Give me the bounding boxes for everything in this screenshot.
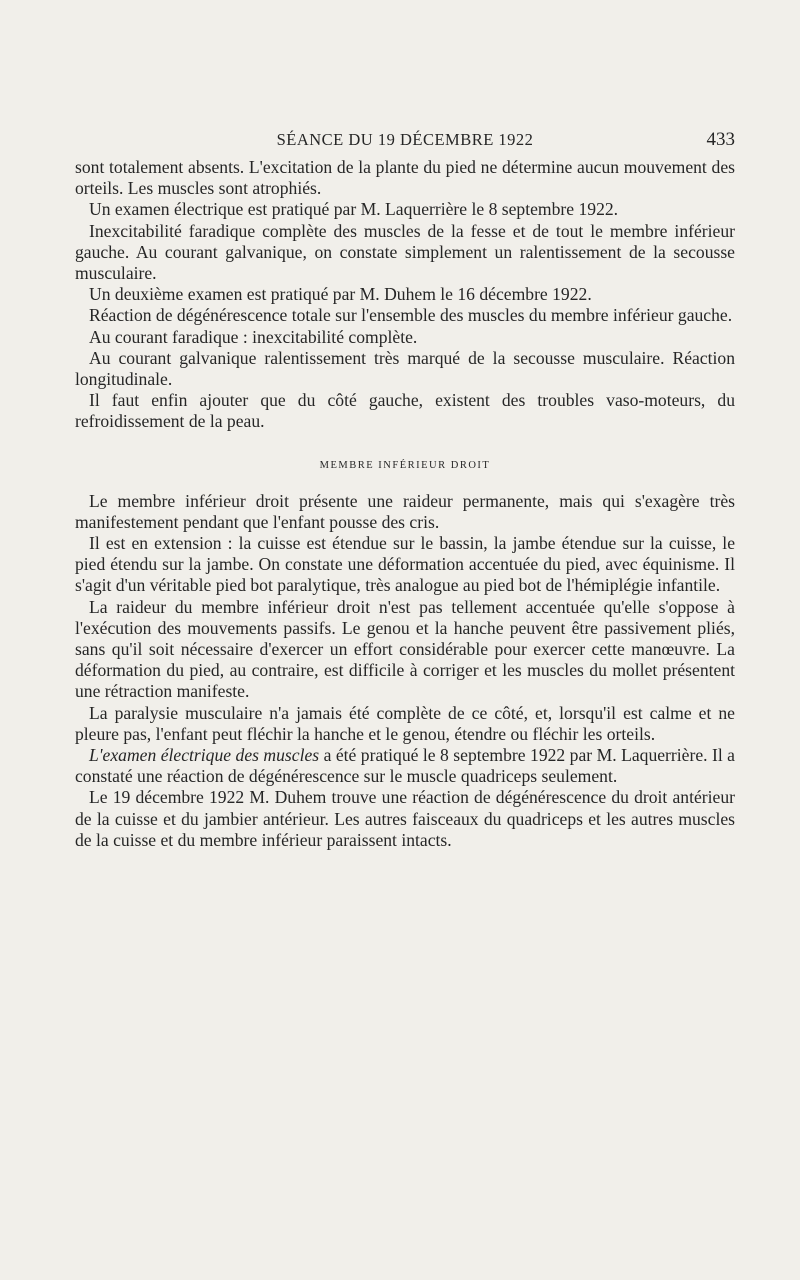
paragraph: La raideur du membre inférieur droit n'est pas tellement accentuée qu'elle s'oppose à l'exécution des mouvements passifs. Le genou et la hanche peuvent être passivement pliés, sans qu'il soit nécessaire d'exercer un effort considérable pour exercer cette manœuvre. La déformation du pied, au contraire, est difficile à corriger et les muscles du mollet présentent une rétraction manifeste. — [75, 596, 735, 702]
paragraph: Il est en extension : la cuisse est étendue sur le bassin, la jambe étendue sur la cuisse, le pied étendu sur la jambe. On constate une déformation accentuée du pied, avec équinisme. Il s'agit d'un véritable pied bot paralytique, très analogue au pied bot de l'hémiplégie infantile. — [75, 533, 735, 596]
paragraph: Le membre inférieur droit présente une raideur permanente, mais qui s'exagère très manifestement pendant que l'enfant pousse des cris. — [75, 490, 735, 532]
page-number: 433 — [706, 129, 735, 150]
section-heading: MEMBRE INFÉRIEUR DROIT — [319, 459, 491, 471]
paragraph-electric-exam — [75, 745, 735, 787]
paragraph: Au courant faradique : inexcitabilité complète. — [89, 326, 418, 347]
body-text — [75, 157, 735, 851]
paragraph: Inexcitabilité faradique complète des muscles de la fesse et de tout le membre inférieur gauche. Au courant galvanique, on constate simplement un ralentissement de la secousse musculaire. — [75, 220, 735, 284]
paragraph: La paralysie musculaire n'a jamais été complète de ce côté, et, lorsqu'il est calme et ne pleure pas, l'enfant peut fléchir la hanche et le genou, étendre ou fléchir les orteils. — [75, 702, 735, 744]
paragraph: Un examen électrique est pratiqué par M. Laquerrière le 8 septembre 1922. — [89, 199, 619, 220]
running-head — [75, 130, 735, 154]
paragraph: Réaction de dégénérescence totale sur l'ensemble des muscles du membre inférieur gauche. — [89, 305, 733, 326]
running-title: SÉANCE DU 19 DÉCEMBRE 1922 — [276, 130, 534, 149]
paragraph: Il faut enfin ajouter que du côté gauche, existent des troubles vaso-moteurs, du refroidissement de la peau. — [75, 390, 735, 432]
paragraph: Au courant galvanique ralentissement très marqué de la secousse musculaire. Réaction longitudinale. — [75, 347, 735, 390]
paragraph: Le 19 décembre 1922 M. Duhem trouve une réaction de dégénérescence du droit antérieur de la cuisse et du jambier antérieur. Les autres faisceaux du quadriceps et les autres muscles de la cuisse et du membre inférieur paraissent intacts. — [75, 787, 735, 850]
paragraph: Un deuxième examen est pratiqué par M. Duhem le 16 décembre 1922. — [89, 284, 592, 305]
italic-phrase: L'examen électrique des muscles — [89, 745, 320, 766]
paragraph-text: a été pratiqué le 8 septembre 1922 par M. Laquerrière. Il a constaté une réaction de dégénérescence sur le muscle quadriceps seulement. — [75, 745, 735, 787]
paragraph: sont totalement absents. L'excitation de la plante du pied ne détermine aucun mouvement des orteils. Les muscles sont atrophiés. — [75, 157, 735, 199]
